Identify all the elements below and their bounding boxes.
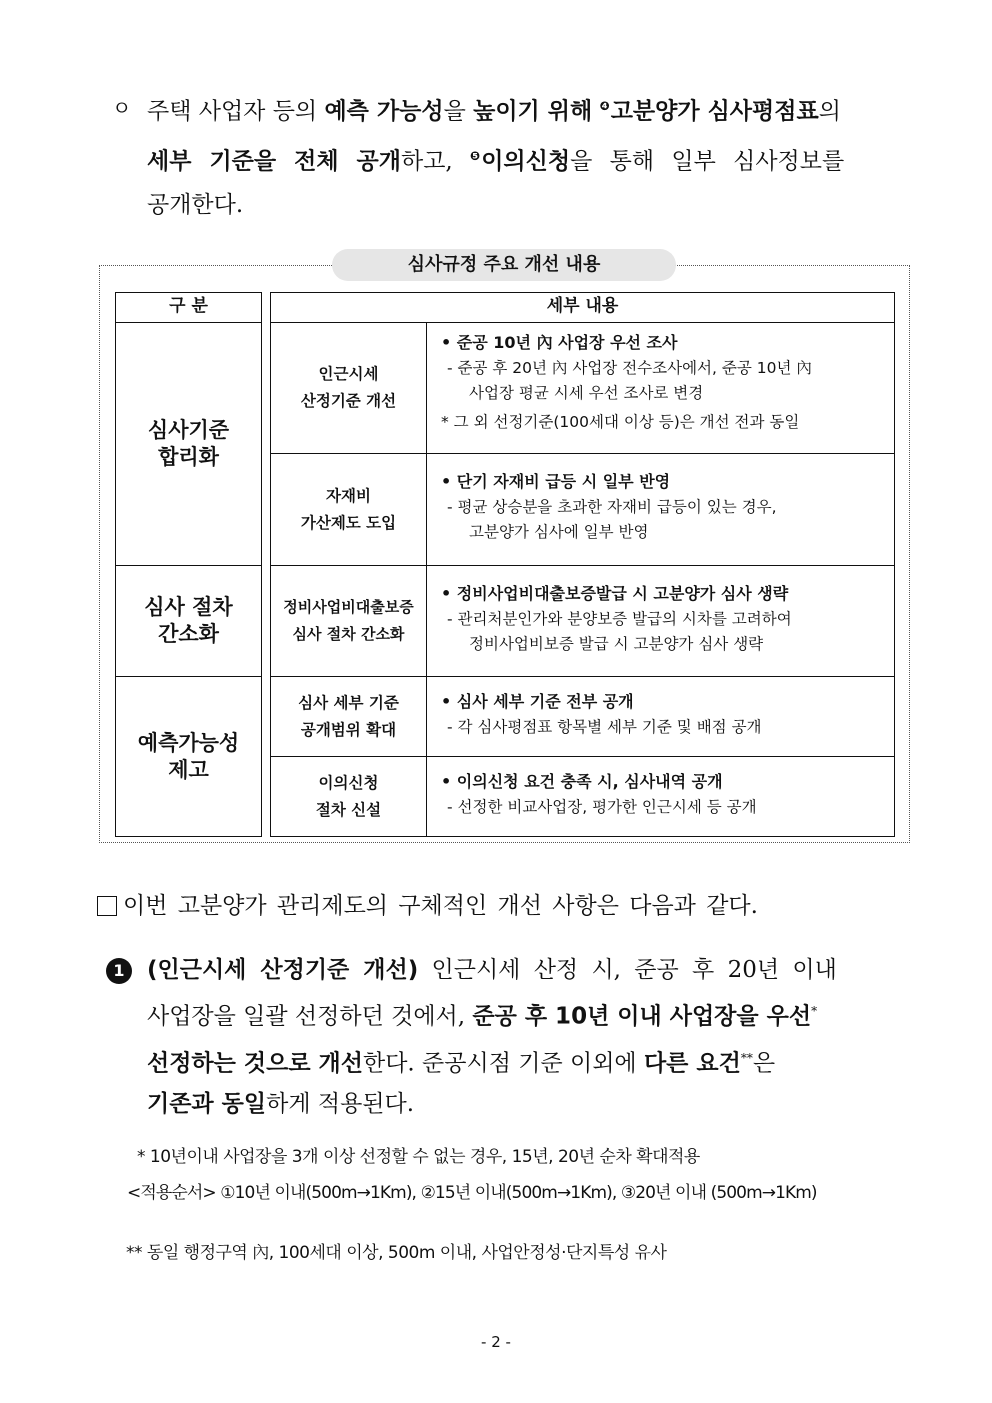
intro-bold-5: 이의신청 — [481, 148, 571, 175]
item1-sup-1: * — [811, 1004, 818, 1018]
item1-text-2: 사업장을 일괄 선정하던 것에서, — [147, 1003, 473, 1030]
detail-cell-2 — [426, 453, 895, 566]
filled-circle-one-icon: 1 — [106, 958, 132, 984]
detail-cell-1 — [426, 322, 895, 454]
checkbox-square-icon — [97, 896, 117, 916]
footnote-3: ** 동일 행정구역 內, 100세대 이상, 500m 이내, 사업안정성·단지특성 유사 — [126, 1243, 667, 1263]
detail-desc-2a: - 평균 상승분을 초과한 자재비 급등이 있는 경우, — [447, 498, 777, 516]
section-text: 이번 고분양가 관리제도의 구체적인 개선 사항은 다음과 같다. — [123, 893, 758, 919]
item1-text-5: 하게 적용된다. — [266, 1091, 415, 1118]
item-number-badge — [106, 958, 132, 984]
intro-bold-3: 고분양가 심사평점표 — [610, 98, 819, 125]
subcategory-label-1: 인근시세 산정기준 개선 — [300, 365, 397, 410]
detail-cell-5 — [426, 756, 895, 837]
category-label-3: 예측가능성 제고 — [137, 730, 240, 782]
detail-desc-1a: - 준공 후 20년 內 사업장 전수조사에서, 준공 10년 內 — [447, 359, 812, 377]
category-label-1: 심사기준 합리화 — [147, 418, 230, 469]
detail-title-1: • 준공 10년 內 사업장 우선 조사 — [441, 333, 678, 352]
circled-four-icon: ❹ — [599, 99, 610, 113]
intro-text-3: 의 — [818, 98, 841, 125]
detail-title-4: • 심사 세부 기준 전부 공개 — [441, 692, 634, 711]
intro-bold-1: 예측 가능성 — [324, 98, 444, 125]
subcategory-label-3: 정비사업비대출보증 심사 절차 간소화 — [283, 598, 414, 643]
subcategory-cell-1 — [270, 322, 427, 454]
detail-desc-5a: - 선정한 비교사업장, 평가한 인근시세 등 공개 — [447, 798, 757, 816]
intro-text-5: 을 통해 일부 심사정보를 — [570, 148, 845, 175]
item1-bold-1: (인근시세 산정기준 개선) — [147, 957, 419, 983]
table-header-detail: 세부 내용 — [270, 292, 895, 323]
circled-five-icon: ❺ — [470, 148, 481, 163]
item1-paragraph — [147, 950, 899, 1125]
detail-desc-3a: - 관리처분인가와 분양보증 발급의 시차를 고려하여 — [447, 610, 792, 628]
intro-text-1: 주택 사업자 등의 — [147, 98, 325, 125]
detail-title-3: • 정비사업비대출보증발급 시 고분양가 심사 생략 — [441, 584, 789, 603]
footnote-2: <적용순서> ①10년 이내(500m→1Km), ②15년 이내(500m→1Km), ③20년 이내 (500m→1Km) — [127, 1183, 817, 1203]
intro-text-2: 을 — [443, 98, 474, 125]
detail-title-5: • 이의신청 요건 충족 시, 심사내역 공개 — [441, 772, 723, 791]
intro-paragraph — [147, 84, 899, 227]
detail-cell-4 — [426, 676, 895, 757]
section-line — [97, 884, 758, 928]
subcategory-cell-2 — [270, 453, 427, 566]
category-cell-3 — [115, 676, 262, 837]
intro-bold-2: 높이기 위해 — [473, 98, 593, 125]
item1-text-4: 은 — [752, 1050, 776, 1077]
category-label-2: 심사 절차 간소화 — [144, 595, 233, 646]
detail-desc-1b: 사업장 평균 시세 우선 조사로 변경 — [469, 384, 704, 402]
item1-bold-4: 다른 요건 — [643, 1050, 741, 1077]
detail-note-1: * 그 외 선정기준(100세대 이상 등)은 개선 전과 동일 — [441, 413, 800, 431]
subcategory-label-2: 자재비 가산제도 도입 — [300, 486, 397, 532]
category-cell-2 — [115, 565, 262, 677]
detail-desc-2b: 고분양가 심사에 일부 반영 — [469, 523, 649, 541]
detail-desc-3b: 정비사업비보증 발급 시 고분양가 심사 생략 — [469, 635, 764, 653]
table-header-category: 구 분 — [115, 292, 262, 323]
item1-text-3: 한다. 준공시점 기준 이외에 — [362, 1050, 644, 1077]
detail-title-2: • 단기 자재비 급등 시 일부 반영 — [441, 472, 671, 491]
footnote-1: * 10년이내 사업장을 3개 이상 선정할 수 없는 경우, 15년, 20년 순차 확대적용 — [137, 1147, 700, 1167]
item1-text-1: 인근시세 산정 시, 준공 후 20년 이내 — [418, 957, 837, 983]
subcategory-cell-3 — [270, 565, 427, 677]
intro-text-6: 공개한다. — [147, 192, 244, 219]
item1-bold-2: 준공 후 10년 이내 사업장을 우선 — [472, 1003, 812, 1030]
item1-bold-3: 선정하는 것으로 개선 — [147, 1050, 363, 1077]
item1-bold-5: 기존과 동일 — [147, 1091, 267, 1118]
detail-cell-3 — [426, 565, 895, 677]
subcategory-cell-4 — [270, 676, 427, 757]
page-number: - 2 - — [481, 1333, 511, 1351]
subcategory-label-5: 이의신청 절차 신설 — [315, 773, 382, 819]
detail-desc-4a: - 각 심사평점표 항목별 세부 기준 및 배점 공개 — [447, 718, 762, 736]
intro-text-4: 하고, — [400, 148, 471, 175]
subcategory-cell-5 — [270, 756, 427, 837]
intro-bullet: ㅇ — [112, 96, 132, 120]
intro-bold-4: 세부 기준을 전체 공개 — [147, 148, 401, 175]
item1-sup-2: ** — [740, 1050, 753, 1065]
summary-box-title: 심사규정 주요 개선 내용 — [332, 249, 676, 281]
subcategory-label-4: 심사 세부 기준 공개범위 확대 — [298, 693, 399, 739]
category-cell-1 — [115, 322, 262, 566]
